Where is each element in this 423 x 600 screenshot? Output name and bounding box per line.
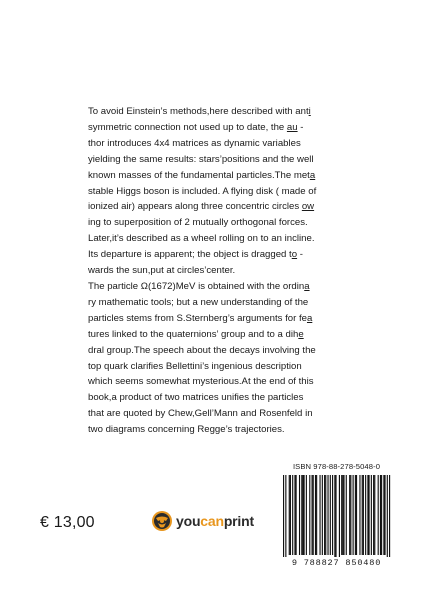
barcode-bar <box>341 475 342 555</box>
blurb-line-text: which seems somewhat mysterious.At the end of this <box>88 376 314 388</box>
barcode-bar <box>283 475 284 557</box>
barcode-bar <box>292 475 293 555</box>
barcode-bar <box>335 475 336 557</box>
blurb-line <box>88 295 338 311</box>
publisher-name <box>176 513 254 529</box>
barcode-bar <box>294 475 295 555</box>
barcode-bar <box>327 475 328 555</box>
blurb-underlined-fragment: i <box>308 106 311 117</box>
barcode-bar <box>339 475 340 557</box>
barcode-bar <box>356 475 357 555</box>
barcode-bar <box>302 475 303 555</box>
blurb-line-text: Its departure is apparent; the object is dragged t <box>88 249 292 261</box>
barcode-bar <box>290 475 291 555</box>
barcode-bar <box>301 475 302 555</box>
blurb-line-suffix: - <box>297 121 304 133</box>
publisher-logo <box>151 509 254 533</box>
blurb-line <box>88 311 338 327</box>
barcode-bar <box>334 475 335 557</box>
barcode-bar <box>363 475 364 555</box>
blurb-line-text: To avoid Einstein’s methods,here described with ant <box>88 106 309 117</box>
blurb-line-text: wards the sun,put at circles’center. <box>88 265 236 277</box>
blurb-line <box>88 104 338 120</box>
blurb-line-text: Later,it’s described as a wheel rolling on to an incline. <box>88 233 315 245</box>
blurb-line-text: known masses of the fundamental particles.The met <box>88 169 310 181</box>
barcode-bar <box>387 475 388 557</box>
publisher-name-part-can: can <box>200 513 224 529</box>
price-label: € 13,00 <box>40 514 95 531</box>
barcode-bar <box>342 475 343 555</box>
barcode-bar <box>313 475 314 555</box>
blurb-line <box>88 168 338 184</box>
isbn-barcode-block <box>277 462 396 574</box>
blurb-line-text: thor introduces 4x4 matrices as dynamic variables <box>88 137 301 149</box>
barcode-bar <box>365 475 366 555</box>
blurb-line <box>88 263 338 279</box>
barcode-bar <box>355 475 356 555</box>
blurb-line-text: tures linked to the quaternions’ group and to a dih <box>88 328 299 340</box>
barcode-bar <box>343 475 344 555</box>
blurb-line <box>88 359 338 375</box>
barcode-bar <box>353 475 354 555</box>
blurb-line-text: ry mathematic tools; but a new understanding of the <box>88 296 309 308</box>
blurb-underlined-fragment: e <box>298 328 304 340</box>
barcode-bar <box>378 475 379 555</box>
barcode-bar <box>369 475 370 555</box>
barcode-bar <box>324 475 325 555</box>
blurb-line-text: ionized air) appears along three concentric circles <box>88 201 302 213</box>
barcode-bar <box>367 475 368 555</box>
blurb-line <box>88 327 338 343</box>
barcode-bar <box>371 475 372 555</box>
barcode-bar <box>384 475 385 555</box>
blurb-line-text: The particle Ω(1672)MeV is obtained with the ordin <box>88 280 305 292</box>
publisher-name-part-print: print <box>223 513 254 529</box>
blurb-underlined-fragment: au <box>286 121 298 133</box>
blurb-line <box>88 406 338 422</box>
blurb-line <box>88 374 338 390</box>
barcode-bar <box>285 475 286 557</box>
barcode-bar <box>319 475 320 555</box>
blurb-underlined-fragment: a <box>304 280 310 292</box>
barcode-bar <box>309 475 310 555</box>
barcode-bar <box>381 475 382 555</box>
barcode-bar <box>312 475 313 555</box>
blurb-line <box>88 422 338 438</box>
blurb-underlined-fragment: o <box>291 249 298 261</box>
blurb-line-text: that are quoted by Chew,Gell’Mann and Rosenfeld in <box>88 408 313 420</box>
blurb-line <box>88 343 338 359</box>
blurb-line-text: book,a product of two matrices unifies the particles <box>88 392 304 404</box>
blurb-line-text: two diagrams concerning Regge’s trajectories. <box>88 424 285 436</box>
barcode-bar <box>350 475 351 555</box>
blurb-line <box>88 390 338 406</box>
blurb-line <box>88 279 338 295</box>
barcode-bar <box>359 475 360 555</box>
blurb-line-text: dral group.The speech about the decays involving the <box>88 344 316 356</box>
youcanprint-emblem-icon <box>151 510 173 532</box>
blurb-line-text: particles stems from S.Sternberg’s arguments for fe <box>88 312 307 324</box>
barcode-digits: 9 788827 850480 <box>291 558 382 568</box>
barcode-bar <box>330 475 331 555</box>
barcode-bar <box>346 475 347 555</box>
barcode-bar <box>389 475 390 557</box>
barcode-bar <box>315 475 316 555</box>
blurb-line <box>88 120 338 136</box>
barcode-bar <box>362 475 363 555</box>
publisher-name-part-you: you <box>176 513 201 529</box>
barcode-bar <box>306 475 307 555</box>
blurb-underlined-fragment: a <box>306 312 313 324</box>
barcode-bar <box>304 475 305 555</box>
barcode-bar <box>383 475 384 555</box>
blurb-line <box>88 247 338 263</box>
barcode-bar <box>289 475 290 555</box>
blurb-line-text: top quark clarifies Bellettini’s ingenious description <box>88 360 302 372</box>
blurb-line <box>88 231 338 247</box>
blurb-line-text: stable Higgs boson is included. A flying disk ( made of <box>88 185 317 197</box>
barcode-bar <box>322 475 323 555</box>
barcode-bar <box>325 475 326 555</box>
blurb-line <box>88 184 338 200</box>
barcode-bar <box>296 475 297 555</box>
back-cover-blurb <box>88 104 338 438</box>
blurb-line-text: ing to superposition of 2 mutually orthogonal forces. <box>88 217 308 229</box>
barcode-bar <box>349 475 350 555</box>
barcode-icon <box>277 473 396 557</box>
barcode-bar <box>299 475 300 555</box>
barcode-bar <box>373 475 374 555</box>
barcode-bar <box>374 475 375 555</box>
blurb-line-suffix: - <box>297 249 303 261</box>
blurb-underlined-fragment: ow <box>301 201 315 213</box>
blurb-line <box>88 199 338 215</box>
barcode-bar <box>332 475 333 555</box>
blurb-line <box>88 136 338 152</box>
blurb-line <box>88 152 338 168</box>
blurb-line-text: symmetric connection not used up to date, the <box>88 121 287 133</box>
barcode-bar <box>316 475 317 555</box>
blurb-line-text: yielding the same results: stars’positions and the well <box>88 153 314 165</box>
barcode-bar <box>380 475 381 555</box>
isbn-label: ISBN 978-88-278-5048-0 <box>292 462 381 471</box>
blurb-underlined-fragment: a <box>309 169 316 181</box>
blurb-line <box>88 215 338 231</box>
